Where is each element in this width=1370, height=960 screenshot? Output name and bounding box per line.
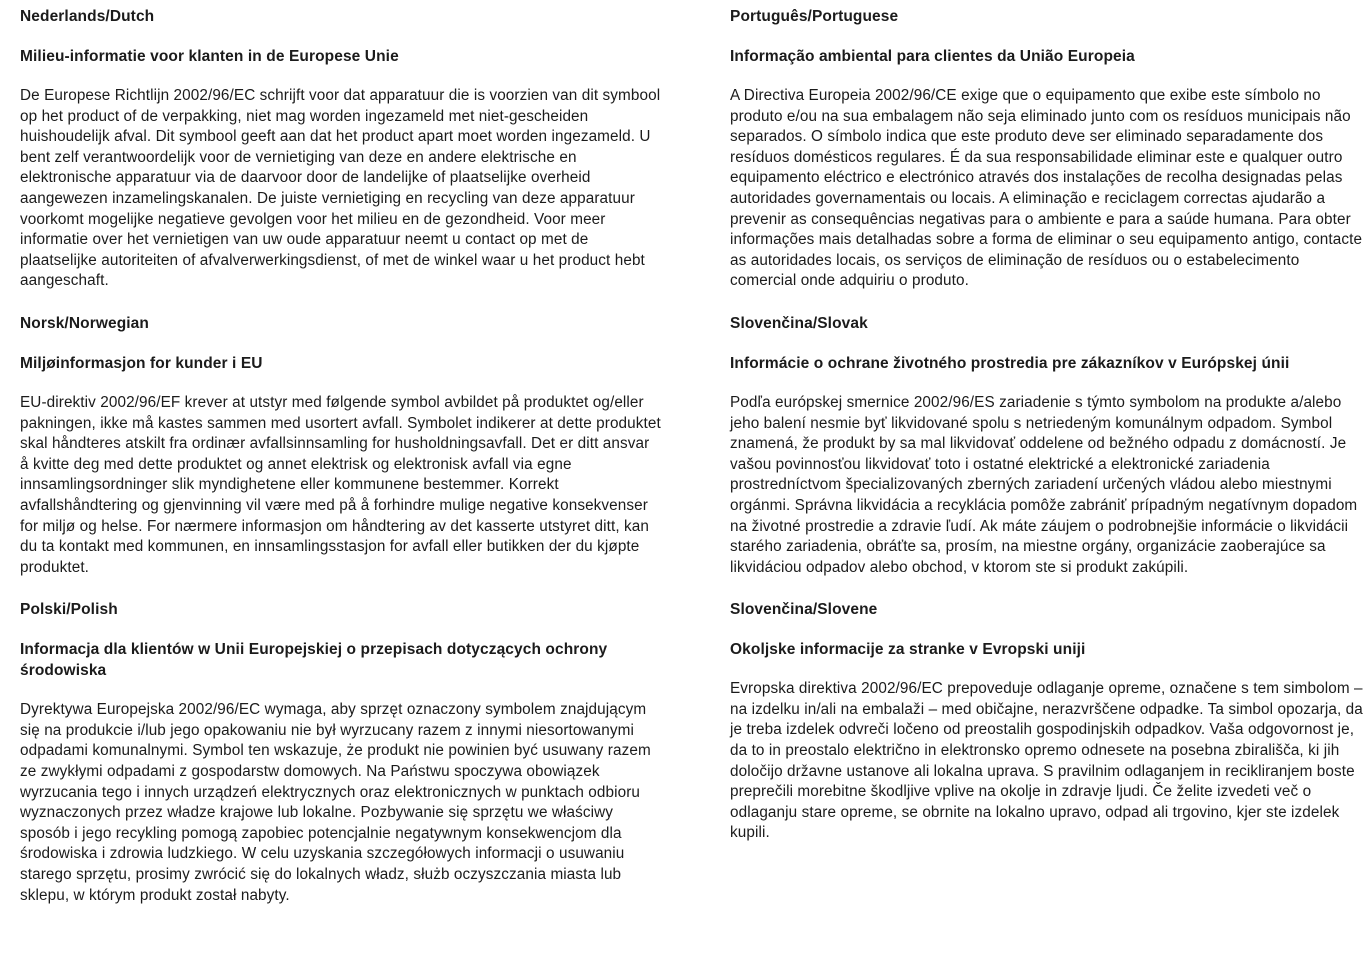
section-title-norwegian: Miljøinformasjon for kunder i EU	[20, 354, 263, 372]
language-heading-norwegian: Norsk/Norwegian	[20, 314, 149, 332]
section-slovak	[730, 313, 1368, 578]
section-title-slovene: Okoljske informacije za stranke v Evropski uniji	[730, 641, 1086, 659]
language-heading-slovak: Slovenčina/Slovak	[730, 314, 868, 332]
section-title-slovak: Informácie o ochrane životného prostredia pre zákazníkov v Európskej únii	[730, 354, 1290, 372]
section-polish	[20, 599, 661, 906]
section-body-portuguese: A Directiva Europeia 2002/96/CE exige que o equipamento que exibe este símbolo no produto e/ou na sua embalagem não seja eliminado junto com os resíduos municipais não separados. O símbolo indica que este produto deve ser eliminado separadamente dos resíduos domésticos regulares. É da sua responsabilidade eliminar este e qualquer outro equipamento eléctrico e electrónico através dos instalações de recolha designadas pelas autoridades governamentais ou locais. A eliminação e reciclagem correctas ajudarão a prevenir as consequências negativas para o ambiente e para a saúde humana. Para obter informações mais detalhadas sobre a forma de eliminar o seu equipamento antigo, contacte as autoridades locais, os serviços de eliminação de resíduos ou o estabelecimento comercial onde adquiriu o produto.	[730, 87, 1363, 290]
section-dutch	[20, 6, 661, 292]
language-heading-portuguese: Português/Portuguese	[730, 8, 899, 25]
section-portuguese	[730, 6, 1368, 292]
language-heading-dutch: Nederlands/Dutch	[20, 8, 155, 25]
language-heading-polish: Polski/Polish	[20, 601, 118, 619]
section-body-dutch: De Europese Richtlijn 2002/96/EC schrijft voor dat apparatuur die is voorzien van dit symbool op het product of de verpakking, niet mag worden ingezameld met niet-gescheiden huishoudelijk afval. Dit symbool geeft aan dat het product apart moet worden ingezameld. U bent zelf verantwoordelijk voor de vernietiging van deze en andere elektrische en elektronische apparatuur via de daarvoor door de landelijke of plaatselijke overheid aangewezen inzamelingskanalen. De juiste vernietiging en recycling van deze apparatuur voorkomt mogelijke negatieve gevolgen voor het milieu en de gezondheid. Voor meer informatie over het vernietigen van uw oude apparatuur neemt u contact op met de plaatselijke autoriteiten of afvalverwerkingsdienst, of met de winkel waar u het product hebt aangeschaft.	[20, 87, 661, 290]
column-right	[685, 0, 1370, 927]
section-body-polish: Dyrektywa Europejska 2002/96/EC wymaga, aby sprzęt oznaczony symbolem znajdującym się na produkcie i/lub jego opakowaniu nie był wyrzucany razem z innymi niesortowanymi odpadami komunalnymi. Symbol ten wskazuje, że produkt nie powinien być usuwany razem ze zwykłymi odpadami z gospodarstw domowych. Na Państwu spoczywa obowiązek wyrzucania tego i innych urządzeń elektrycznych oraz elektronicznych w punktach odbioru wyznaczonych przez władze krajowe lub lokalne. Pozbywanie się sprzętu we właściwy sposób i jego recykling pomogą zapobiec potencjalnie negatywnym konsekwencjom dla środowiska i zdrowia ludzkiego. W celu uzyskania szczegółowych informacji o usuwaniu starego sprzętu, prosimy zwrócić się do lokalnych władz, służb oczyszczania miasta lub sklepu, w którym produkt został nabyty.	[20, 701, 651, 904]
section-body-slovak: Podľa európskej smernice 2002/96/ES zariadenie s týmto symbolom na produkte a/alebo jeho balení nesmie byť likvidované spolu s netriedeným komunálnym odpadom. Symbol znamená, že produkt by sa mal likvidovať oddelene od bežného odpadu z domácností. Je vašou povinnosťou likvidovať toto i ostatné elektrické a elektronické zariadenia prostredníctvom špecializovaných zberných zariadení určených vládou alebo miestnymi orgánmi. Správna likvidácia a recyklácia pomôže zabrániť prípadným negatívnym dopadom na životné prostredie a zdravie ľudí. Ak máte záujem o podrobnejšie informácie o likvidácii starého zariadenia, obráťte sa, prosím, na miestne orgány, organizácie zaoberajúce sa likvidáciou odpadov alebo obchod, v ktorom ste si produkt zakúpili.	[730, 393, 1358, 576]
section-title-dutch: Milieu-informatie voor klanten in de Europese Unie	[20, 48, 399, 65]
section-title-portuguese: Informação ambiental para clientes da União Europeia	[730, 48, 1135, 65]
language-heading-slovene: Slovenčina/Slovene	[730, 601, 878, 619]
section-body-norwegian: EU-direktiv 2002/96/EF krever at utstyr med følgende symbol avbildet på produktet og/eller pakningen, ikke må kastes sammen med usortert avfall. Symbolet indikerer at dette produktet skal håndteres atskilt fra ordinær avfallsinnsamling for husholdningsavfall. Det er ditt ansvar å kvitte deg med dette produktet og annet elektrisk og elektronisk avfall via egne innsamlingsordninger slik myndighetene eller kommunene bestemmer. Korrekt avfallshåndtering og gjenvinning vil være med på å forhindre mulige negative konsekvenser for miljø og helse. For nærmere informasjon om håndtering av det kasserte utstyret ditt, kan du ta kontakt med kommunen, en innsamlingsstasjon for avfall eller butikken der du kjøpte produktet.	[20, 393, 661, 576]
section-norwegian	[20, 313, 661, 578]
column-left	[0, 0, 685, 927]
section-body-slovene: Evropska direktiva 2002/96/EC prepoveduje odlaganje opreme, označene s tem simbolom – na izdelku in/ali na embalaži – med običajne, nerazvrščene odpadke. Ta simbol opozarja, da je treba izdelek odvreči ločeno od preostalih gospodinjskih odpadkov. Vaša odgovornost je, da to in preostalo električno in elektronsko opremo odnesete na posebna zbirališča, ki jih določijo državne ustanove ali lokalna uprava. S pravilnim odlaganjem in recikliranjem boste preprečili morebitne škodljive vplive na okolje in zdravje ljudi. Če želite izvedeti več o odlaganju stare opreme, se obrnite na lokalno upravo, odpad ali trgovino, kjer ste izdelek kupili.	[730, 680, 1363, 842]
section-slovene	[730, 599, 1368, 844]
section-title-polish: Informacja dla klientów w Unii Europejskiej o przepisach dotyczących ochrony środowiska	[20, 641, 608, 680]
